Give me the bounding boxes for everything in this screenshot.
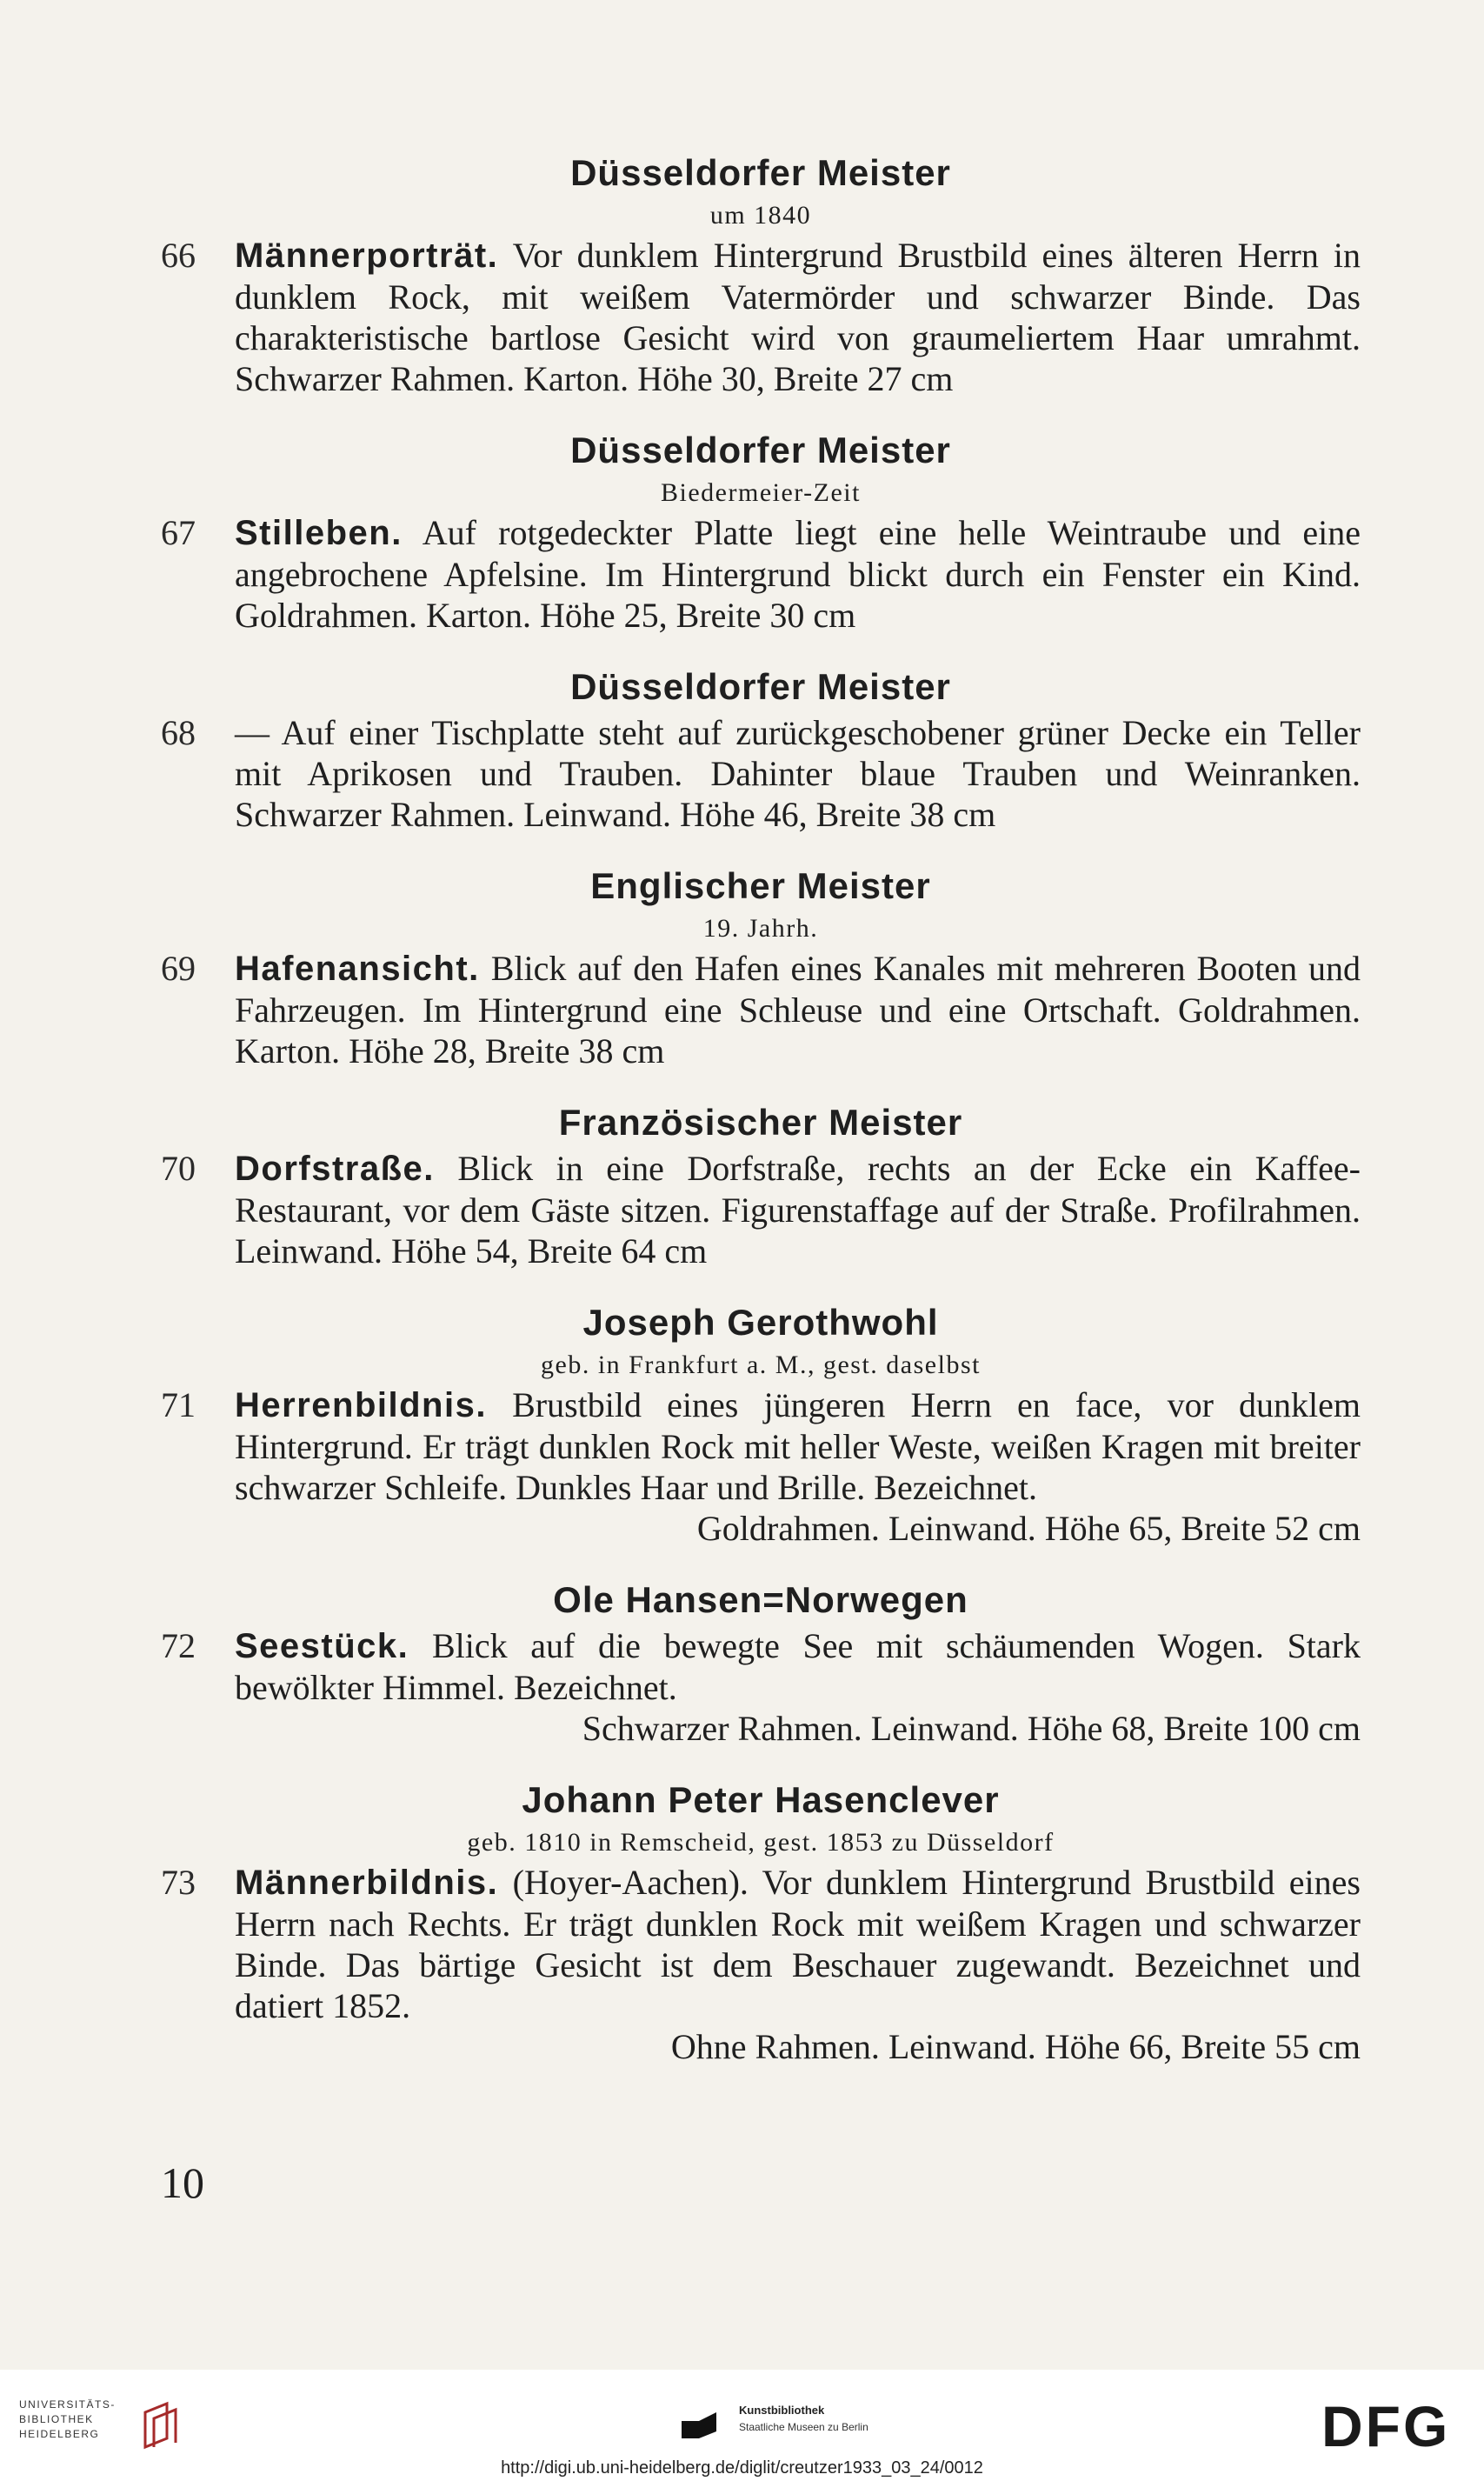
- kunstbibliothek-subtitle: Staatliche Museen zu Berlin: [739, 2421, 868, 2433]
- lot-text: Blick auf den Hafen eines Kanales mit mehreren Booten und Fahrzeugen. Im Hintergrund eine Schleuse und eine Ortschaft. Goldrahmen. Karton. Höhe 28, Breite 38 cm: [235, 949, 1361, 1070]
- catalog-content: [161, 148, 1361, 2067]
- lot-description: [235, 1148, 1361, 1271]
- lot-description: [235, 512, 1361, 636]
- lot-title: Dorfstraße.: [235, 1150, 435, 1188]
- lot-text: Blick in eine Dorfstraße, rechts an der Ecke ein Kaffee-Restaurant, vor dem Gäste sitzen. Figurenstaffage auf der Straße. Profilrahmen. Leinwand. Höhe 54, Breite 64 cm: [235, 1149, 1361, 1271]
- source-url[interactable]: http://digi.ub.uni-heidelberg.de/diglit/creutzer1933_03_24/0012: [501, 2458, 983, 2478]
- artist-heading: Johann Peter Hasenclever: [522, 1779, 1000, 1820]
- lot-title: Männerbildnis.: [235, 1864, 499, 1902]
- lot-text: Vor dunklem Hintergrund Brustbild eines älteren Herrn in dunklem Rock, mit weißem Vatermörder und schwarzer Binde. Das charakteristische bartlose Gesicht wird von graumeliertem Haar umrahmt. Schwarzer Rahmen. Karton. Höhe 30, Breite 27 cm: [235, 236, 1361, 398]
- kunstbibliothek-title: Kunstbibliothek: [739, 2404, 825, 2417]
- lot-description: [235, 1862, 1361, 2026]
- artist-heading: Ole Hansen=Norwegen: [553, 1579, 968, 1620]
- lot-description: [235, 1625, 1361, 1708]
- catalog-entry: [161, 425, 1361, 636]
- catalog-entry: [161, 1575, 1361, 1749]
- lot-text: Brustbild eines jüngeren Herrn en face, vor dunklem Hintergrund. Er trägt dunklen Rock mit heller Weste, weißen Kragen mit breiter schwarzer Schleife. Dunkles Haar und Brille. Bezeichnet.: [235, 1385, 1361, 1507]
- lot-number: 73: [161, 1863, 196, 1902]
- catalog-entry: [161, 1775, 1361, 2067]
- kunstbibliothek-logo-icon: [678, 2400, 720, 2442]
- lot-number: 72: [161, 1626, 196, 1665]
- lot-title: Seestück.: [235, 1627, 409, 1665]
- lot-title: Männerporträt.: [235, 237, 499, 275]
- lot-number: 70: [161, 1149, 196, 1188]
- artist-dates: 19. Jahrh.: [702, 914, 819, 943]
- lot-frame-dimensions: Ohne Rahmen. Leinwand. Höhe 66, Breite 55 cm: [670, 2027, 1361, 2066]
- lot-number: 68: [161, 713, 196, 752]
- lot-description: [235, 948, 1361, 1071]
- artist-dates: geb. in Frankfurt a. M., gest. daselbst: [541, 1351, 981, 1379]
- catalog-entry: [161, 1097, 1361, 1271]
- digitization-footer: [0, 2370, 1484, 2481]
- lot-text: (Hoyer-Aachen). Vor dunklem Hintergrund Brustbild eines Herrn nach Rechts. Er trägt dunklen Rock mit weißem Kragen und schwarzer Binde. Das bärtige Gesicht ist dem Beschauer zugewandt. Bezeichnet und datiert 1852.: [235, 1863, 1361, 2025]
- artist-dates: Biedermeier-Zeit: [661, 478, 861, 507]
- kunstbibliothek-logo[interactable]: [678, 2391, 887, 2452]
- lot-text: — Auf einer Tischplatte steht auf zurückgeschobener grüner Decke ein Teller mit Aprikosen und Trauben. Dahinter blaue Trauben und Weinranken. Schwarzer Rahmen. Leinwand. Höhe 46, Breite 38 cm: [235, 713, 1361, 834]
- lot-title: Hafenansicht.: [235, 950, 480, 988]
- lot-frame-dimensions: Schwarzer Rahmen. Leinwand. Höhe 68, Breite 100 cm: [582, 1709, 1361, 1748]
- university-library-name: UNIVERSITÄTS- BIBLIOTHEK HEIDELBERG: [19, 2398, 116, 2440]
- lot-frame-dimensions: Goldrahmen. Leinwand. Höhe 65, Breite 52 cm: [696, 1509, 1361, 1548]
- catalog-entry: [161, 861, 1361, 1071]
- artist-heading: Düsseldorfer Meister: [570, 152, 951, 193]
- lot-description: [235, 712, 1361, 835]
- lot-text: Blick auf die bewegte See mit schäumenden Wogen. Stark bewölkter Himmel. Bezeichnet.: [235, 1626, 1361, 1707]
- artist-dates: um 1840: [709, 201, 812, 230]
- lot-description: [235, 235, 1361, 399]
- lot-title: Herrenbildnis.: [235, 1386, 487, 1424]
- page-number: 10: [161, 2158, 204, 2207]
- dfg-logo[interactable]: DFG: [1321, 2394, 1451, 2458]
- artist-heading: Englischer Meister: [590, 865, 931, 906]
- artist-dates: geb. 1810 in Remscheid, gest. 1853 zu Düsseldorf: [467, 1828, 1055, 1857]
- lot-number: 67: [161, 513, 196, 552]
- artist-heading: Düsseldorfer Meister: [570, 666, 951, 707]
- lot-text: Auf rotgedeckter Platte liegt eine helle Weintraube und eine angebrochene Apfelsine. Im Hintergrund blickt durch ein Fenster ein Kind. Goldrahmen. Karton. Höhe 25, Breite 30 cm: [235, 513, 1361, 635]
- catalog-entry: [161, 1297, 1361, 1549]
- catalog-entry: [161, 662, 1361, 835]
- lot-title: Stilleben.: [235, 514, 403, 552]
- artist-heading: Joseph Gerothwohl: [582, 1302, 939, 1343]
- lot-number: 69: [161, 949, 196, 988]
- artist-heading: Düsseldorfer Meister: [570, 430, 951, 470]
- heidelberg-logo-icon: [136, 2399, 189, 2451]
- heidelberg-library-logo[interactable]: [19, 2398, 228, 2458]
- lot-description: [235, 1384, 1361, 1508]
- catalog-entry: [161, 148, 1361, 399]
- lot-number: 71: [161, 1385, 196, 1424]
- artist-heading: Französischer Meister: [558, 1102, 963, 1143]
- lot-number: 66: [161, 236, 196, 275]
